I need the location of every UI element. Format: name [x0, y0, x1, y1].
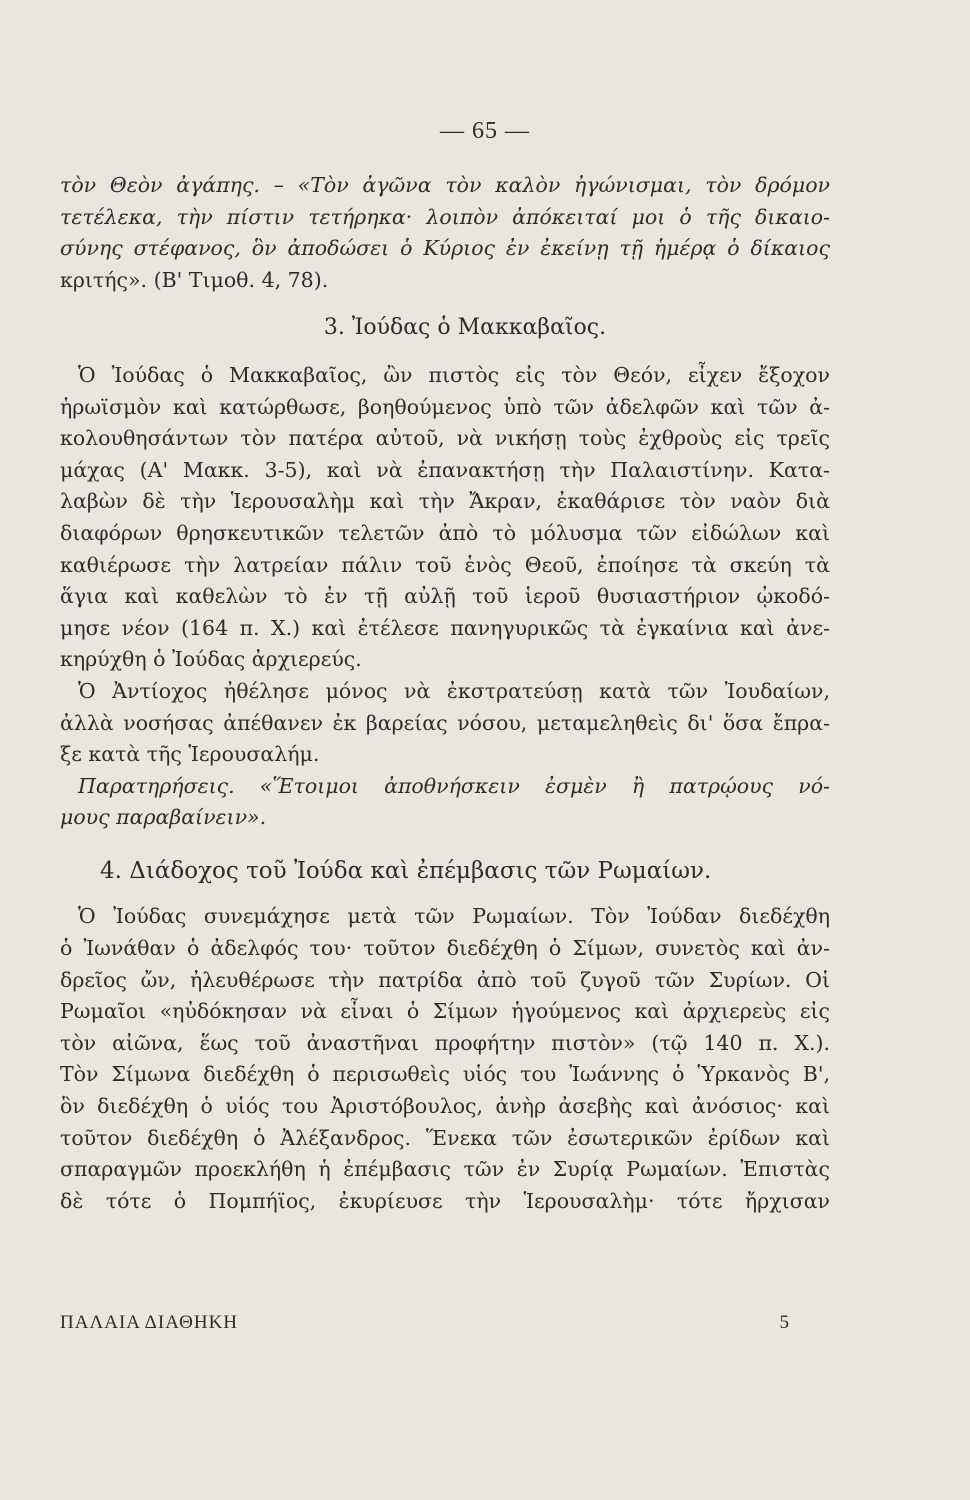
text-line: δὲ τότε ὁ Πομπήϊος, ἐκυρίευσε τὴν Ἱερουσαλὴμ· τότε ἤρχισαν: [60, 1188, 830, 1213]
text-line: σπαραγμῶν προεκλήθη ἡ ἐπέμβασις τῶν ἐν Συρίᾳ Ρωμαίων. Ἐπιστὰς: [60, 1157, 830, 1182]
text-line: τοῦτον διεδέχθη ὁ Ἀλέξανδρος. Ἕνεκα τῶν ἐσωτερικῶν ἐρίδων καὶ: [60, 1125, 830, 1150]
text-line: Τὸν Σίμωνα διεδέχθη ὁ περισωθεὶς υἱός του Ἰωάννης ὁ Ὑρκανὸς Β',: [60, 1062, 830, 1087]
text-line: Παρατηρήσεις. «Ἕτοιμοι ἀποθνήσκειν ἐσμὲν ἢ πατρῴους νό-: [78, 773, 830, 798]
text-line: ξε κατὰ τῆς Ἱερουσαλήμ.: [60, 742, 320, 767]
page-number: — 65 —: [440, 118, 530, 144]
text-line: Ὁ Ἰούδας ὁ Μακκαβαῖος, ὢν πιστὸς εἰς τὸν Θεόν, εἶχεν ἔξοχον: [78, 362, 830, 387]
text-line: κολουθησάντων τὸν πατέρα αὐτοῦ, νὰ νικήσῃ τοὺς ἐχθροὺς εἰς τρεῖς: [60, 426, 830, 451]
text-line: ἅγια καὶ καθελὼν τὸ ἐν τῇ αὐλῇ τοῦ ἱεροῦ θυσιαστήριον ᾠκοδό-: [60, 584, 830, 609]
text-line: δρεῖος ὤν, ἠλευθέρωσε τὴν πατρίδα ἀπὸ τοῦ ζυγοῦ τῶν Συρίων. Οἱ: [60, 967, 830, 992]
text-line: κριτής». (Β' Τιμοθ. 4, 78).: [60, 267, 329, 292]
paragraph-1: [60, 170, 830, 296]
text-line: κηρύχθη ὁ Ἰούδας ἀρχιερεύς.: [60, 647, 362, 672]
text-line: Ὁ Ἰούδας συνεμάχησε μετὰ τῶν Ρωμαίων. Τὸν Ἰούδαν διεδέχθη: [78, 904, 830, 929]
text-line: τὸν αἰῶνα, ἕως τοῦ ἀναστῆναι προφήτην πιστὸν» (τῷ 140 π. Χ.).: [60, 1030, 830, 1055]
paragraph-2: [60, 360, 830, 676]
signature-mark: 5: [779, 1312, 790, 1333]
text-line: ὃν διεδέχθη ὁ υἱός του Ἀριστόβουλος, ἀνὴρ ἀσεβὴς καὶ ἀνόσιος· καὶ: [60, 1094, 830, 1119]
text-line: τὸν Θεὸν ἀγάπης. – «Τὸν ἀγῶνα τὸν καλὸν ἠγώνισμαι, τὸν δρόμον: [60, 173, 830, 197]
paragraph-4-remarks: [60, 771, 830, 834]
text-line: διαφόρων θρησκευτικῶν τελετῶν ἀπὸ τὸ μόλυσμα τῶν εἰδώλων καὶ: [60, 520, 830, 545]
text-line: τετέλεκα, τὴν πίστιν τετήρηκα· λοιπὸν ἀπόκειταί μοι ὁ τῆς δικαιο-: [60, 204, 830, 229]
text-line: σύνης στέφανος, ὃν ἀποδώσει ὁ Κύριος ἐν ἐκείνῃ τῇ ἡμέρᾳ ὁ δίκαιος: [60, 236, 830, 261]
text-line: μους παραβαίνειν».: [60, 805, 267, 830]
text-line: ὁ Ἰωνάθαν ὁ ἀδελφός του· τοῦτον διεδέχθη ὁ Σίμων, συνετὸς καὶ ἀν-: [60, 936, 830, 961]
text-line: λαβὼν δὲ τὴν Ἱερουσαλὴμ καὶ τὴν Ἄκραν, ἐκαθάρισε τὸν ναὸν διὰ: [60, 489, 830, 514]
section-heading-4: 4. Διάδοχος τοῦ Ἰούδα καὶ ἐπέμβασις τῶν Ρωμαίων.: [100, 857, 712, 884]
body-text: [60, 170, 830, 1217]
text-line: Ὁ Ἀντίοχος ἠθέλησε μόνος νὰ ἐκστρατεύσῃ κατὰ τῶν Ἰουδαίων,: [78, 678, 830, 703]
book-title-footer: ΠΑΛΑΙΑ ΔΙΑΘΗΚΗ: [60, 1312, 239, 1333]
text-line: Ρωμαῖοι «ηὐδόκησαν νὰ εἶναι ὁ Σίμων ἡγούμενος καὶ ἀρχιερεὺς εἰς: [60, 999, 830, 1024]
text-line: ἡρωϊσμὸν καὶ κατώρθωσε, βοηθούμενος ὑπὸ τῶν ἀδελφῶν καὶ τῶν ἀ-: [60, 394, 830, 419]
text-line: καθιέρωσε τὴν λατρείαν πάλιν τοῦ ἑνὸς Θεοῦ, ἐποίησε τὰ σκεύη τὰ: [60, 552, 830, 577]
paragraph-3: [60, 676, 830, 771]
paragraph-5: [60, 901, 830, 1217]
text-line: ἀλλὰ νοσήσας ἀπέθανεν ἐκ βαρείας νόσου, μεταμεληθεὶς δι' ὅσα ἔπρα-: [60, 710, 830, 735]
text-line: μάχας (Α' Μακκ. 3-5), καὶ νὰ ἐπανακτήσῃ τὴν Παλαιστίνην. Κατα-: [60, 457, 830, 482]
text-line: μησε νέον (164 π. Χ.) καὶ ἐτέλεσε πανηγυρικῶς τὰ ἐγκαίνια καὶ ἀνε-: [60, 615, 830, 640]
section-heading-3: 3. Ἰούδας ὁ Μακκαβαῖος.: [323, 315, 607, 341]
